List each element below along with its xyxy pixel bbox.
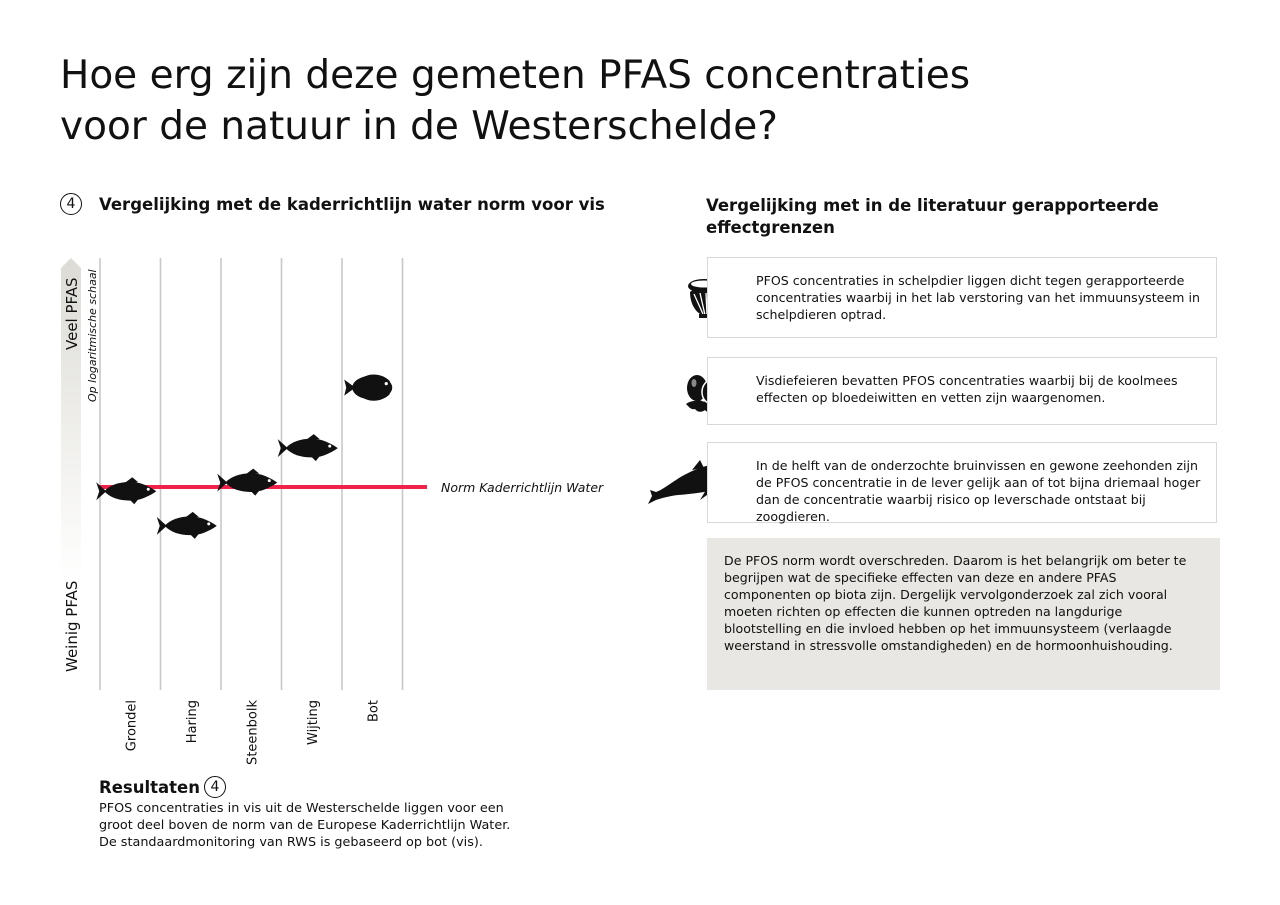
category-label-haring: Haring (184, 700, 200, 744)
category-label-wijting: Wijting (305, 700, 321, 745)
y-low-label: Weinig PFAS (63, 580, 81, 672)
results-block (99, 776, 519, 851)
fish-marker-steenbolk (217, 469, 277, 496)
pfas-fish-chart (0, 0, 660, 780)
literature-heading: Vergelijking met in de literatuur gerapporteerde effectgrenzen (706, 196, 1159, 237)
fish-marker-grondel (96, 477, 156, 504)
section-number-badge: 4 (60, 193, 82, 215)
category-label-bot: Bot (366, 700, 382, 722)
effect-box-porpoise (707, 442, 1217, 523)
y-high-label: Veel PFAS (63, 277, 81, 350)
fish-marker-wijting (278, 434, 338, 461)
conclusion-note: De PFOS norm wordt overschreden. Daarom is het belangrijk om beter te begrijpen wat de specifieke effecten van deze en andere PFAS componenten op biota zijn. Dergelijk vervolgonderzoek zal zich vooral moeten richten op effecten die kunnen optreden na langdurige blootstelling en die invloed hebben op het immuunsysteem (verlaagde weerstand in stressvolle omstandigheden) en de hormoonhuishouding. (707, 538, 1220, 690)
section-4-title: Vergelijking met de kaderrichtlijn water norm voor vis (99, 194, 605, 214)
effect-text-eggs: Visdiefeieren bevatten PFOS concentraties waarbij bij de koolmees effecten op bloedeiwitten en vetten zijn waargenomen. (756, 373, 1178, 405)
title-line-1: Hoe erg zijn deze gemeten PFAS concentraties (60, 53, 971, 98)
y-scale-note: Op logaritmische schaal (86, 269, 99, 402)
fish-marker-bot (344, 374, 392, 400)
effect-box-eggs (707, 357, 1217, 425)
norm-label: Norm Kaderrichtlijn Water (441, 479, 604, 495)
category-label-grondel: Grondel (124, 700, 140, 752)
results-title: Resultaten (99, 777, 200, 797)
category-label-steenbolk: Steenbolk (245, 700, 261, 765)
effect-box-shellfish (707, 257, 1217, 338)
results-number-badge: 4 (204, 776, 226, 798)
results-text: PFOS concentraties in vis uit de Westerschelde liggen voor een groot deel boven de norm van de Europese Kaderrichtlijn Water. De standaardmonitoring van RWS is gebaseerd op bot (vis). (99, 801, 511, 850)
title-line-2: voor de natuur in de Westerschelde? (60, 104, 778, 149)
effect-text-shellfish: PFOS concentraties in schelpdier liggen dicht tegen gerapporteerde concentraties waarbij in het lab verstoring van het immuunsysteem in schelpdieren optrad. (756, 273, 1200, 322)
fish-marker-haring (157, 512, 217, 539)
effect-text-porpoise: In de helft van de onderzochte bruinvissen en gewone zeehonden zijn de PFOS concentratie in de lever gelijk aan of tot bijna driemaal hoger dan de concentratie waarbij risico op leverschade ontstaat bij zoogdieren. (756, 458, 1201, 524)
